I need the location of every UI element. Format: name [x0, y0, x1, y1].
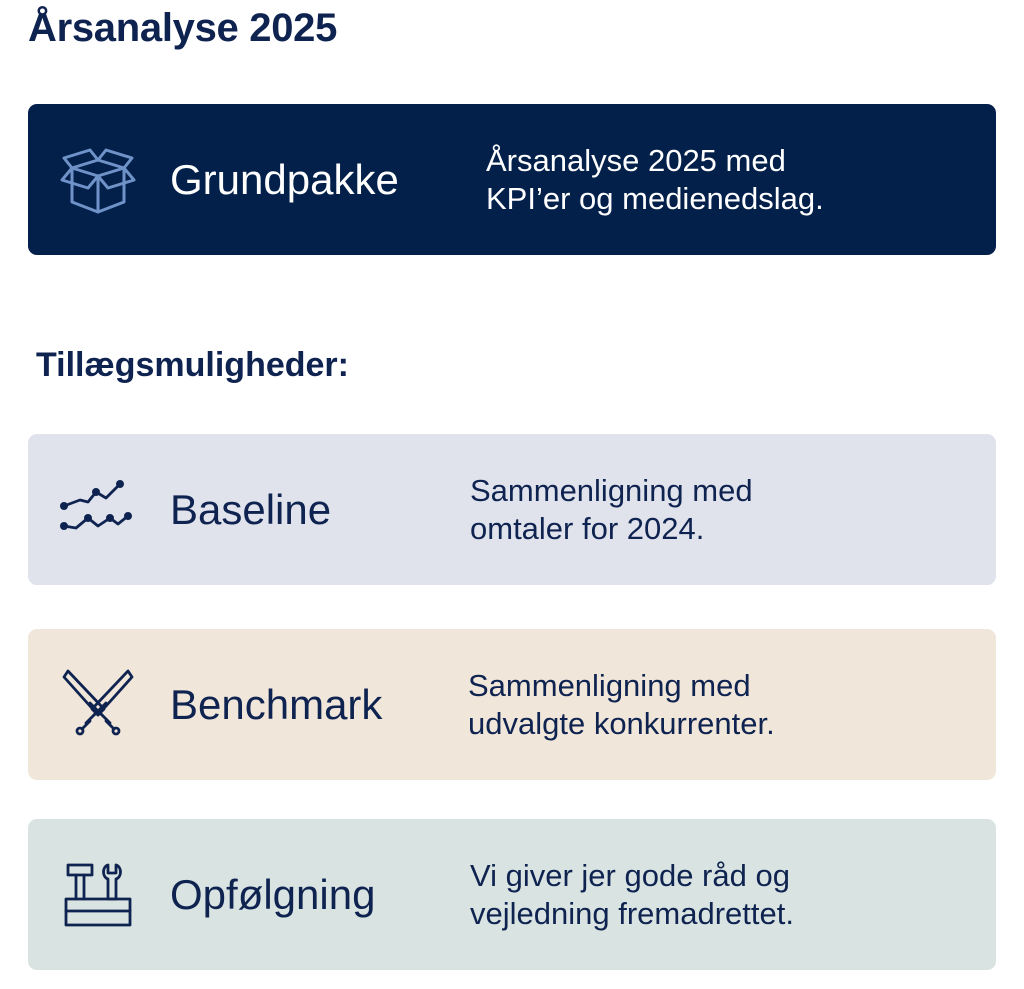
addon-card-benchmark [28, 629, 996, 780]
open-box-icon [58, 140, 138, 220]
description-line: omtaler for 2024. [470, 510, 705, 546]
addon-description [470, 472, 950, 548]
addon-card-opfolgning [28, 819, 996, 970]
description-line: KPI’er og medienedslag. [486, 180, 824, 216]
description-line: Årsanalyse 2025 med [486, 142, 786, 178]
trend-lines-icon [58, 470, 138, 550]
toolbox-icon [58, 855, 138, 935]
addon-name: Baseline [170, 485, 332, 533]
addon-name: Benchmark [170, 680, 383, 728]
description-line: Vi giver jer gode råd og [470, 857, 790, 893]
base-package-card [28, 104, 996, 255]
description-line: udvalgte konkurrenter. [468, 705, 775, 741]
addons-heading: Tillægsmuligheder: [36, 346, 349, 384]
addon-card-baseline [28, 434, 996, 585]
addon-description [468, 667, 948, 743]
description-line: Sammenligning med [468, 667, 751, 703]
page-title: Årsanalyse 2025 [28, 6, 338, 50]
base-package-description [486, 142, 966, 218]
addon-description [470, 857, 950, 933]
base-package-name: Grundpakke [170, 155, 399, 203]
description-line: Sammenligning med [470, 472, 753, 508]
description-line: vejledning fremadrettet. [470, 895, 794, 931]
crossed-swords-icon [58, 665, 138, 745]
addon-name: Opfølgning [170, 870, 376, 918]
